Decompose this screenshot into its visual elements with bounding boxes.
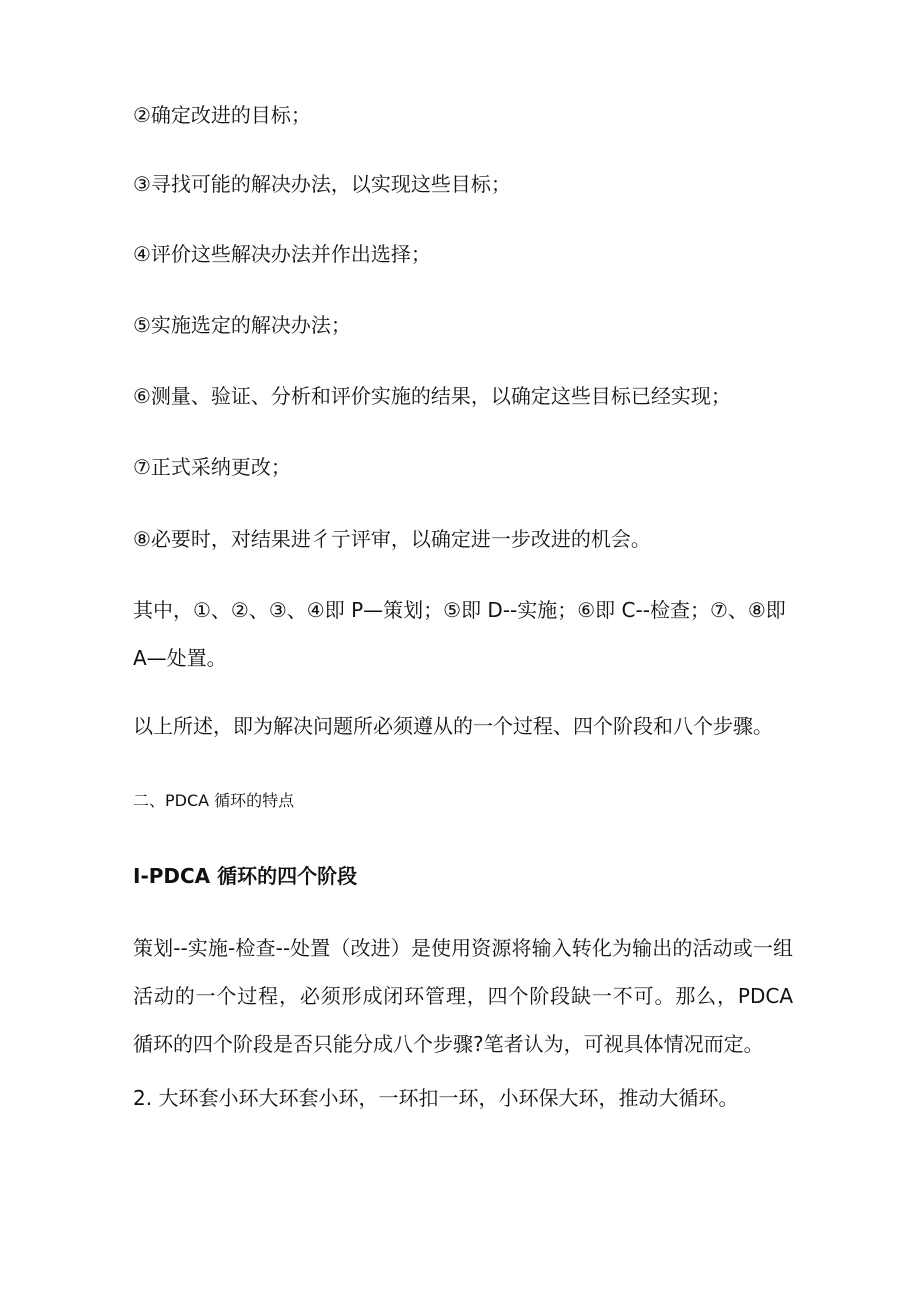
step-7-text: ⑦正式采纳更改； (133, 455, 291, 479)
point-2-text: 2. 大环套小环大环套小环，一环扣一环，小环保大环，推动大循环。 (133, 1086, 739, 1110)
step-4-text: ④评价这些解决办法并作出选择； (133, 242, 431, 266)
step-8-text: ⑧必要时，对结果进彳亍评审，以确定进一步改进的机会。 (133, 527, 651, 551)
subsection-heading: I-PDCA 循环的四个阶段 (133, 864, 358, 888)
phase-mapping-line-2: A—处置。 (133, 646, 227, 670)
body-paragraph: 策划--实施-检查--处置（改进）是使用资源将输入转化为输出的活动或一组活动的一个过程，必须形成闭环管理，四个阶段缺一不可。那么，PDCA 循环的四个阶段是否只能分成八个步骤?笔者认为，可视具体情况而定。 (133, 936, 793, 1056)
step-6-text: ⑥测量、验证、分析和评价实施的结果，以确定这些目标已经实现； (133, 384, 731, 408)
step-2-text: ②确定改进的目标； (133, 103, 311, 127)
step-3-text: ③寻找可能的解决办法，以实现这些目标； (133, 172, 511, 196)
phase-mapping-line-1: 其中，①、②、③、④即 P—策划；⑤即 D--实施；⑥即 C--检查；⑦、⑧即 (133, 598, 786, 622)
step-5-text: ⑤实施选定的解决办法； (133, 313, 351, 337)
summary-text: 以上所述，即为解决问题所必须遵从的一个过程、四个阶段和八个步骤。 (133, 714, 773, 738)
section-heading: 二、PDCA 循环的特点 (133, 791, 295, 810)
